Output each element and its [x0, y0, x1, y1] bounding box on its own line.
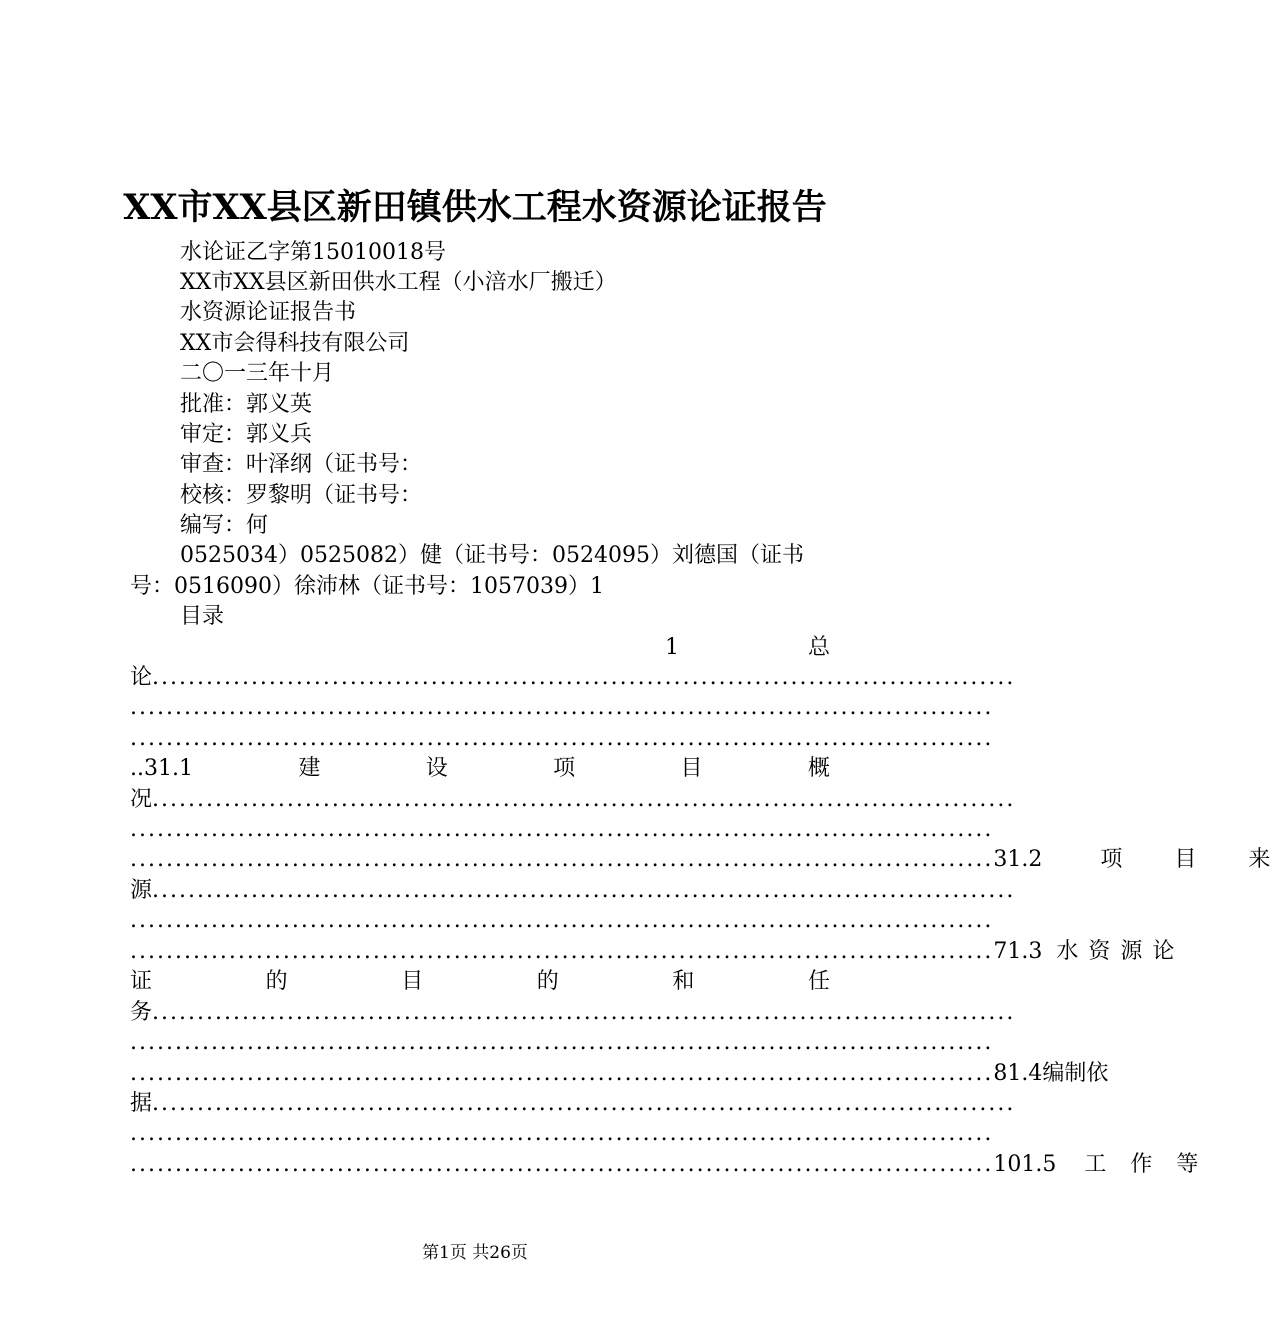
document-type: 水资源论证报告书 — [180, 300, 357, 325]
toc-dots: ................................................................................................ — [130, 939, 994, 964]
toc-1-leader — [130, 663, 1016, 693]
toc-dots: ................................................................................................ — [152, 1000, 1016, 1025]
toc-char: 目 — [401, 969, 424, 994]
toc-page-number: ..31.1 — [130, 756, 193, 781]
approver-line: 批准：郭义英 — [180, 392, 313, 417]
certificate-line-2: 号：0516090）徐沛林（证书号：1057039）1 — [130, 574, 604, 599]
toc-char: 概 — [807, 756, 830, 781]
toc-char: 务 — [130, 1000, 153, 1025]
toc-dots: ................................................................................................ — [130, 1152, 994, 1177]
toc-char: 资 — [1088, 939, 1111, 964]
toc-1-2-line — [130, 845, 1270, 875]
toc-dots: ................................................................................................ — [130, 817, 994, 842]
toc-char: 源 — [130, 878, 153, 903]
toc-1-3-title — [130, 967, 830, 997]
toc-dots: ................................................................................................ — [152, 1091, 1016, 1116]
toc-char: 目 — [1174, 847, 1197, 872]
toc-dots: ................................................................................................ — [130, 726, 994, 751]
toc-char: 作 — [1130, 1152, 1153, 1177]
toc-1-char: 总 — [808, 635, 831, 660]
toc-1-3-leader — [130, 998, 1016, 1028]
toc-dots: ................................................................................................ — [130, 1030, 994, 1055]
document-title: XX市XX县区新田镇供水工程水资源论证报告 — [123, 187, 827, 228]
toc-char: 目 — [680, 756, 703, 781]
toc-dots: ................................................................................................ — [152, 787, 1016, 812]
toc-dots: ................................................................................................ — [130, 1121, 994, 1146]
toc-1-number: 1 — [665, 635, 679, 660]
toc-char: 任 — [807, 969, 830, 994]
toc-char: 编 — [1042, 1061, 1065, 1086]
toc-char: 水 — [1056, 939, 1079, 964]
toc-char: 等 — [1176, 1152, 1199, 1177]
toc-dots: ................................................................................................ — [130, 695, 994, 720]
toc-char: 依 — [1086, 1061, 1109, 1086]
cert-number: 水论证乙字第15010018号 — [180, 240, 446, 265]
toc-char: 源 — [1120, 939, 1143, 964]
reviewer-line: 审查：叶泽纲（证书号： — [180, 452, 423, 477]
certificate-line-1: 0525034）0525082）健（证书号：0524095）刘德国（证书 — [180, 543, 804, 568]
verifier-line: 审定：郭义兵 — [180, 422, 313, 447]
toc-1-2-leader — [130, 876, 1016, 906]
toc-1-5-line — [130, 1150, 1199, 1180]
document-date: 二〇一三年十月 — [180, 361, 335, 386]
toc-char: 论 — [1152, 939, 1175, 964]
toc-1-1-leader — [130, 785, 1016, 815]
toc-char: 证 — [130, 969, 153, 994]
toc-dots: ................................................................................................ — [130, 847, 994, 872]
toc-dots: ................................................................................................ — [130, 908, 994, 933]
toc-char: 建 — [298, 756, 321, 781]
toc-char: 制 — [1064, 1061, 1087, 1086]
toc-char: 项 — [553, 756, 576, 781]
toc-char: 设 — [425, 756, 448, 781]
compiler-line: 编写：何 — [180, 513, 269, 538]
toc-dots: ................................................................................................ — [152, 878, 1016, 903]
toc-page-number: 31.2 — [993, 847, 1043, 872]
toc-char: 况 — [130, 787, 153, 812]
page-footer: 第1页 共26页 — [422, 1243, 528, 1263]
toc-dots: ................................................................................................ — [152, 665, 1016, 690]
toc-char: 的 — [265, 969, 288, 994]
toc-page-number: 81.4 — [993, 1061, 1043, 1086]
toc-char: 的 — [536, 969, 559, 994]
toc-page-number: 101.5 — [993, 1152, 1057, 1177]
toc-page-number: 71.3 — [993, 939, 1043, 964]
toc-1-1-line — [130, 754, 830, 784]
toc-char: 来 — [1248, 847, 1270, 872]
toc-dots: ................................................................................................ — [130, 1061, 994, 1086]
checker-line: 校核：罗黎明（证书号： — [180, 483, 423, 508]
toc-1-3-line — [130, 937, 1175, 967]
toc-char: 和 — [672, 969, 695, 994]
toc-1-4-line — [130, 1059, 1109, 1089]
project-name: XX市XX县区新田供水工程（小涪水厂搬迁） — [180, 270, 617, 295]
toc-1-char: 论 — [130, 665, 153, 690]
toc-char: 据 — [130, 1091, 153, 1116]
toc-1-4-leader — [130, 1089, 1016, 1119]
toc-heading: 目录 — [180, 604, 225, 629]
toc-char: 工 — [1084, 1152, 1107, 1177]
toc-char: 项 — [1100, 847, 1123, 872]
company-name: XX市会得科技有限公司 — [180, 331, 410, 356]
